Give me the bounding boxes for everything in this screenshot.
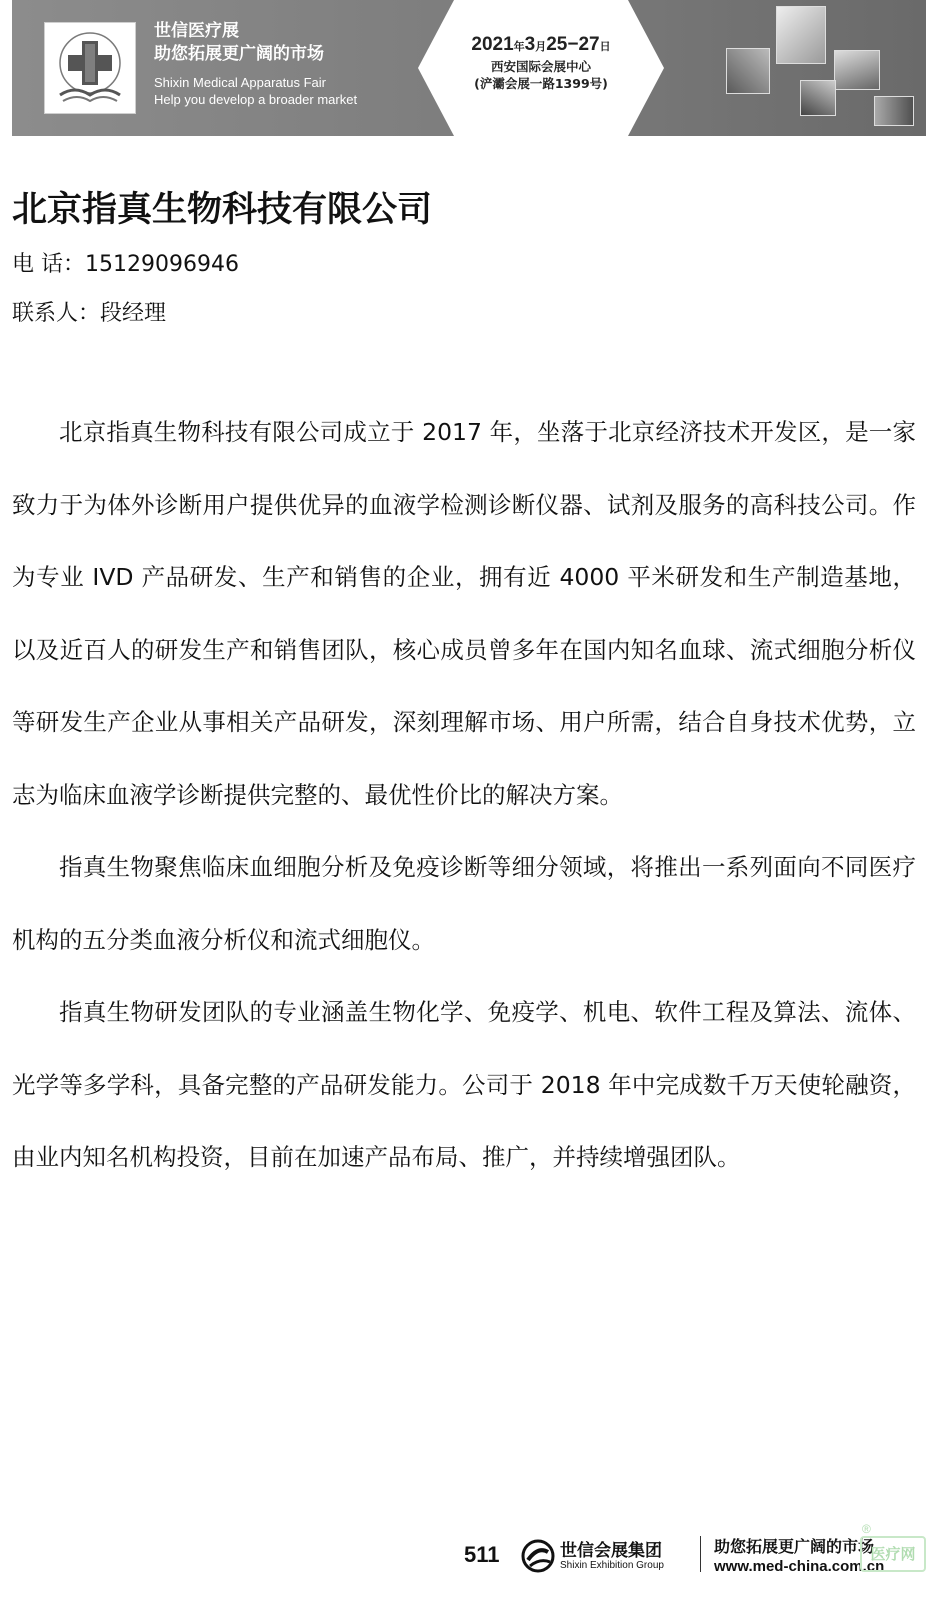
site-watermark: 医疗网 <box>860 1536 926 1572</box>
phone-row <box>12 250 239 280</box>
registered-mark: ® <box>862 1522 871 1536</box>
device-photo <box>874 96 914 126</box>
phone-number: 15129096946 <box>85 252 239 277</box>
footer-divider <box>700 1536 701 1572</box>
medical-cross-logo-icon <box>45 23 135 113</box>
fair-slogan-cn: 助您拓展更广阔的市场 <box>154 44 324 64</box>
group-name-en: Shixin Exhibition Group <box>560 1560 664 1571</box>
contact-person: 段经理 <box>100 301 167 326</box>
intro-paragraph: 指真生物聚焦临床血细胞分析及免疫诊断等细分领域，将推出一系列面向不同医疗机构的五分类血液分析仪和流式细胞仪。 <box>12 853 916 954</box>
company-name: 北京指真生物科技有限公司 <box>12 190 433 230</box>
page-number: 511 <box>464 1542 500 1567</box>
fair-logo <box>44 22 136 114</box>
exhibition-banner <box>12 0 926 136</box>
exhibition-group-logo-icon <box>520 1536 556 1576</box>
date-venue-badge <box>416 0 666 136</box>
footer-website: www.med-china.com.cn <box>714 1558 885 1575</box>
fair-address: (浐灞会展一路1399号) <box>474 76 608 91</box>
group-name-cn: 世信会展集团 <box>560 1541 662 1561</box>
device-photo <box>834 50 880 90</box>
device-photos <box>724 0 926 136</box>
fair-title-en: Shixin Medical Apparatus Fair <box>154 75 326 90</box>
intro-paragraph: 北京指真生物科技有限公司成立于 2017 年，坐落于北京经济技术开发区，是一家致力于为体外诊断用户提供优异的血液学检测诊断仪器、试剂及服务的高科技公司。作为专业 IVD 产品研发、生产和销售的企业，拥有近 4000 平米研发和生产制造基地，以及近百人的研发生产和销售团队，核心成员曾多年在国内知名血球、流式细胞分析仪等研发生产企业从事相关产品研发，深刻理解市场、用户所需，结合自身技术优势，立志为临床血液学诊断提供完整的、最优性价比的解决方案。 <box>12 418 916 809</box>
fair-venue: 西安国际会展中心 <box>490 59 591 74</box>
contact-label: 联系人： <box>12 301 101 326</box>
phone-label: 电 话： <box>12 252 85 277</box>
contact-row <box>12 299 166 329</box>
banner-text <box>154 20 357 108</box>
company-introduction <box>12 396 916 1194</box>
device-photo <box>726 48 770 94</box>
intro-paragraph: 指真生物研发团队的专业涵盖生物化学、免疫学、机电、软件工程及算法、流体、光学等多学科，具备完整的产品研发能力。公司于 2018 年中完成数千万天使轮融资，由业内知名机构投资，目前在加速产品布局、推广，并持续增强团队。 <box>12 998 916 1171</box>
fair-date: 2021年3月25−27日 <box>471 34 611 55</box>
page-footer <box>0 1522 940 1600</box>
fair-slogan-en: Help you develop a broader market <box>154 92 358 107</box>
device-photo <box>776 6 826 64</box>
fair-title-cn: 世信医疗展 <box>154 21 239 41</box>
device-photo <box>800 80 836 116</box>
footer-slogan: 助您拓展更广阔的市场 <box>714 1537 875 1556</box>
